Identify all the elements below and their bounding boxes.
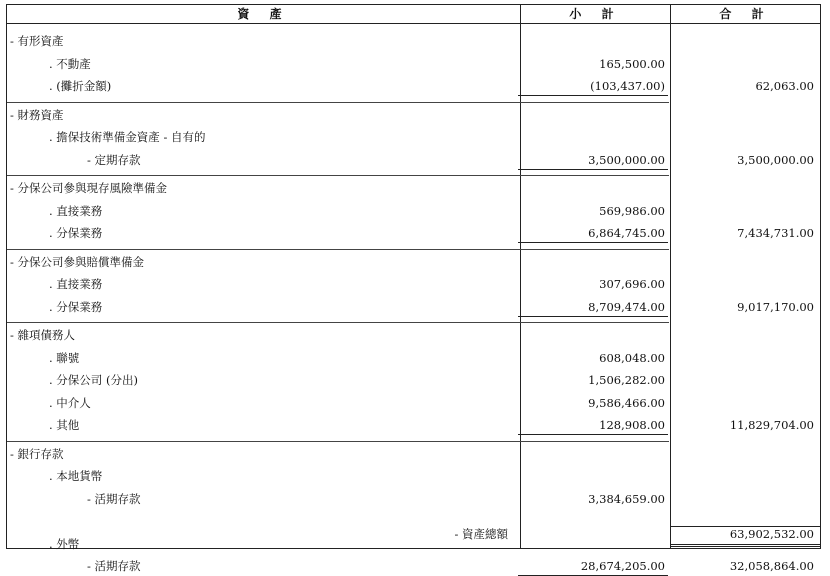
- row-label: - 定期存款: [87, 152, 141, 167]
- subtotal-value: 9,586,466.00: [588, 395, 665, 410]
- section-title-row: [7, 254, 820, 271]
- total-value: 7,434,731.00: [737, 226, 814, 240]
- row-label: . 本地貨幣: [49, 469, 103, 483]
- row-label: . 直接業務: [49, 203, 103, 218]
- section-divider: [7, 102, 669, 103]
- subtotal-value: (103,437.00): [518, 78, 668, 96]
- row-label: . 擔保技術準備金資產 - 自有的: [49, 130, 206, 144]
- grand-total-label: - 資產總額: [454, 527, 508, 541]
- table-row: [7, 56, 820, 73]
- total-value: 11,829,704.00: [729, 418, 814, 432]
- table-row: [7, 350, 820, 367]
- table-row: [7, 468, 820, 485]
- table-row: [7, 299, 820, 316]
- table-row: [7, 491, 820, 508]
- total-value: 32,058,864.00: [729, 559, 814, 573]
- section-divider: [7, 249, 669, 250]
- grand-total-double-underline: [670, 546, 820, 547]
- table-row: [7, 225, 820, 242]
- section-title-row: [7, 180, 820, 197]
- row-label: . 直接業務: [49, 277, 103, 291]
- section-title: - 分保公司參與現存風險準備金: [10, 181, 168, 195]
- table-row: [7, 78, 820, 95]
- row-label: . 中介人: [49, 395, 91, 410]
- header-subtotal: 小 計: [569, 7, 622, 21]
- header-assets: 資 產: [237, 7, 290, 21]
- header-divider: [7, 23, 820, 24]
- table-row: [7, 395, 820, 412]
- table-row: [7, 372, 820, 389]
- row-label: . 其他: [49, 418, 80, 432]
- section-title: - 銀行存款: [10, 446, 64, 461]
- subtotal-value: 128,908.00: [518, 417, 668, 435]
- section-divider: [7, 322, 669, 323]
- grand-total-underline: [670, 526, 820, 527]
- grand-total-row: [7, 526, 820, 543]
- row-label: . 分保公司 (分出): [49, 373, 138, 387]
- table-row: [7, 129, 820, 146]
- subtotal-value: 6,864,745.00: [518, 225, 668, 243]
- table-row: [7, 152, 820, 169]
- row-label: . (攤折金額): [49, 79, 112, 93]
- section-divider: [7, 441, 669, 442]
- grand-total-double-underline: [670, 544, 820, 545]
- table-row: [7, 417, 820, 434]
- balance-sheet-table: [6, 4, 821, 573]
- subtotal-value: 8,709,474.00: [518, 299, 668, 317]
- subtotal-value: 307,696.00: [599, 277, 665, 291]
- table-row: [7, 558, 820, 575]
- subtotal-value: 3,500,000.00: [518, 152, 668, 170]
- row-label: . 分保業務: [49, 226, 103, 240]
- total-value: 3,500,000.00: [737, 152, 814, 167]
- section-title: - 雜項債務人: [10, 328, 76, 342]
- row-label: . 不動產: [49, 56, 91, 71]
- subtotal-value: 569,986.00: [599, 203, 665, 218]
- subtotal-value: 165,500.00: [599, 56, 665, 71]
- section-title: - 分保公司參與賠償準備金: [10, 254, 145, 269]
- subtotal-value: 3,384,659.00: [588, 491, 665, 506]
- section-title: - 有形資產: [10, 34, 64, 48]
- table-row: [7, 276, 820, 293]
- subtotal-value: 1,506,282.00: [588, 373, 665, 387]
- table-row: [7, 203, 820, 220]
- section-title-row: [7, 327, 820, 344]
- row-label: - 活期存款: [87, 491, 141, 506]
- grand-total-value: 63,902,532.00: [729, 527, 814, 541]
- section-title: - 財務資產: [10, 107, 64, 122]
- total-value: 9,017,170.00: [737, 299, 814, 314]
- section-title-row: [7, 107, 820, 124]
- total-value: 62,063.00: [755, 79, 814, 93]
- section-title-row: [7, 446, 820, 463]
- section-title-row: [7, 33, 820, 50]
- subtotal-value: 28,674,205.00: [518, 558, 668, 576]
- header-total: 合 計: [719, 7, 772, 21]
- row-label: . 分保業務: [49, 299, 103, 314]
- section-divider: [7, 175, 669, 176]
- row-label: . 外幣: [49, 536, 80, 551]
- subtotal-value: 608,048.00: [599, 350, 665, 365]
- row-label: - 活期存款: [87, 559, 141, 573]
- row-label: . 聯號: [49, 350, 80, 365]
